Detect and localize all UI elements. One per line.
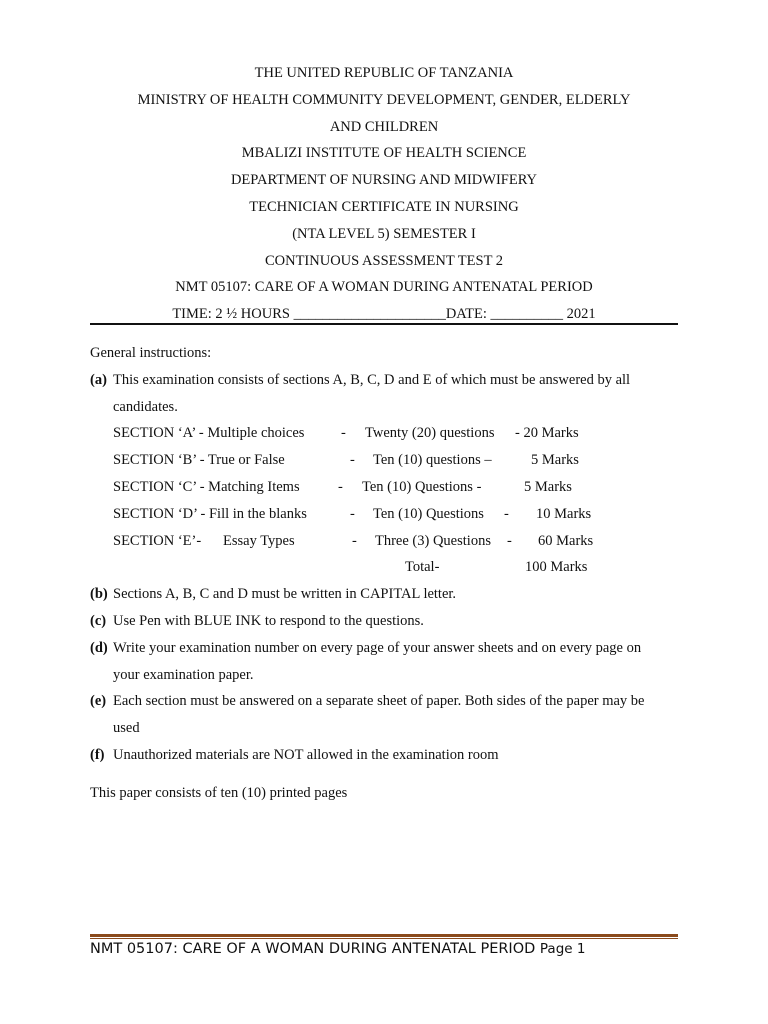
- section-questions: Ten (10) Questions -: [362, 478, 482, 495]
- section-name: SECTION ‘B’ - True or False: [113, 452, 285, 469]
- section-marks: 5 Marks: [524, 478, 572, 495]
- instruction-label: (f): [90, 746, 105, 763]
- instruction-label: (e): [90, 693, 107, 710]
- instruction-text: Write your examination number on every page of your answer sheets and on every page on: [113, 639, 642, 656]
- instruction-text: used: [113, 720, 140, 737]
- section-questions: Ten (10) questions –: [373, 452, 492, 469]
- country-line: THE UNITED REPUBLIC OF TANZANIA: [254, 65, 514, 81]
- instruction-b: [90, 581, 678, 608]
- section-row-d: [113, 501, 678, 528]
- section-dash: -: [352, 532, 357, 549]
- section-dash: -: [338, 478, 343, 495]
- section-dash: -: [350, 505, 355, 522]
- footer-divider-thick: [90, 934, 678, 937]
- section-row-a: [113, 420, 678, 447]
- section-name: SECTION ‘D’ - Fill in the blanks: [113, 505, 307, 522]
- instruction-label: (d): [90, 639, 108, 656]
- ministry-line-cont: AND CHILDREN: [329, 118, 439, 135]
- exam-header: [90, 60, 678, 328]
- institute-line: MBALIZI INSTITUTE OF HEALTH SCIENCE: [241, 145, 527, 162]
- section-row-c: [113, 474, 678, 501]
- section-name: SECTION ‘C’ - Matching Items: [113, 478, 300, 495]
- page-footer: [90, 941, 585, 957]
- section-row-b: [113, 447, 678, 474]
- time-date-line: TIME: 2 ½ HOURS _____________________DATE: __________ 2021: [172, 306, 596, 323]
- section-marks: 60 Marks: [538, 532, 594, 549]
- general-instructions: [90, 340, 678, 769]
- total-marks: 100 Marks: [525, 559, 588, 576]
- instruction-f: [90, 742, 678, 769]
- section-marks: 10 Marks: [536, 505, 592, 522]
- total-label: Total-: [405, 559, 440, 576]
- section-row-e: [113, 528, 678, 555]
- instruction-label: (a): [90, 371, 107, 388]
- instruction-text: Unauthorized materials are NOT allowed in the examination room: [113, 746, 499, 763]
- department-line: DEPARTMENT OF NURSING AND MIDWIFERY: [230, 172, 538, 189]
- section-marks: 5 Marks: [531, 452, 579, 469]
- instruction-c: [90, 608, 678, 635]
- section-dash: -: [507, 532, 512, 549]
- instruction-text: This examination consists of sections A, B, C, D and E of which must be answered by all: [113, 371, 631, 388]
- instruction-text: Use Pen with BLUE INK to respond to the questions.: [113, 612, 424, 629]
- instruction-text: Sections A, B, C and D must be written in CAPITAL letter.: [113, 586, 457, 603]
- footer-course: NMT 05107: CARE OF A WOMAN DURING ANTENATAL PERIOD: [90, 941, 536, 957]
- section-questions: Ten (10) Questions: [373, 505, 484, 522]
- instruction-a: [90, 367, 678, 581]
- section-dash: -: [350, 452, 355, 469]
- instruction-d: [90, 635, 678, 689]
- section-type: Essay Types: [223, 532, 295, 549]
- instruction-label: (b): [90, 586, 108, 603]
- section-dash: -: [504, 505, 509, 522]
- section-questions: Twenty (20) questions: [365, 425, 495, 442]
- instruction-e: [90, 688, 678, 742]
- instruction-text: candidates.: [113, 398, 178, 415]
- total-row: [113, 554, 678, 581]
- course-line: NMT 05107: CARE OF A WOMAN DURING ANTENATAL PERIOD: [175, 279, 593, 296]
- header-divider: [90, 323, 678, 325]
- section-marks: - 20 Marks: [515, 425, 579, 442]
- section-dash: -: [341, 425, 346, 442]
- level-line: (NTA LEVEL 5) SEMESTER I: [292, 225, 476, 242]
- instruction-text: your examination paper.: [113, 666, 254, 683]
- section-questions: Three (3) Questions: [375, 532, 491, 549]
- footer-divider-thin: [90, 938, 678, 939]
- footer-page-number: Page 1: [539, 941, 586, 957]
- section-name: SECTION ‘A’ - Multiple choices: [113, 425, 305, 442]
- programme-line: TECHNICIAN CERTIFICATE IN NURSING: [249, 198, 519, 215]
- section-name: SECTION ‘E’-: [113, 532, 202, 549]
- ministry-line: MINISTRY OF HEALTH COMMUNITY DEVELOPMENT, GENDER, ELDERLY: [137, 91, 631, 108]
- page-count-note: This paper consists of ten (10) printed pages: [90, 785, 348, 801]
- instructions-heading: General instructions:: [90, 345, 212, 361]
- instruction-label: (c): [90, 612, 107, 629]
- test-line: CONTINUOUS ASSESSMENT TEST 2: [264, 252, 504, 269]
- instruction-text: Each section must be answered on a separate sheet of paper. Both sides of the paper may be: [113, 693, 645, 710]
